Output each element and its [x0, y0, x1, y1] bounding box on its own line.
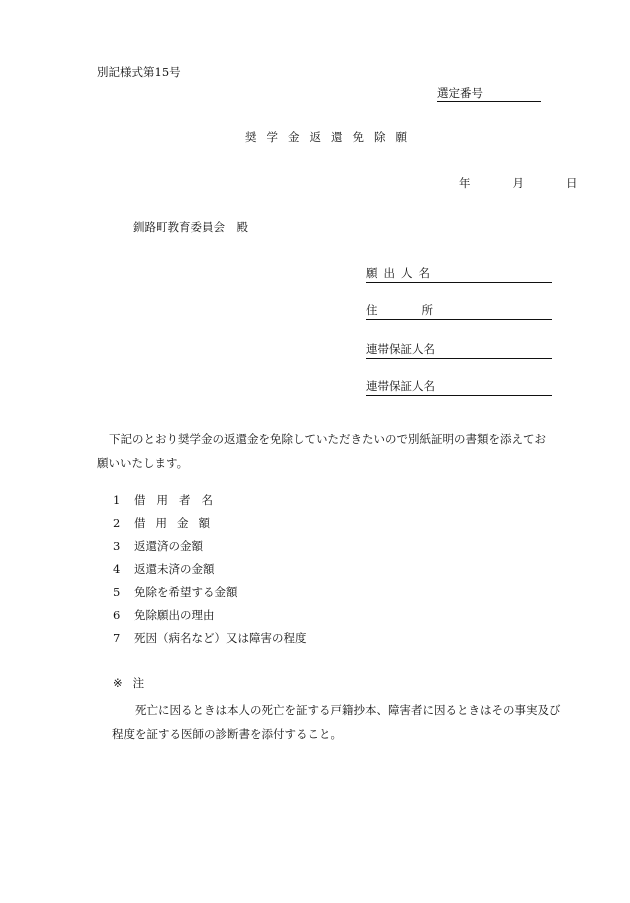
guarantor-name-field-1 [366, 344, 552, 359]
list-item [113, 610, 215, 622]
item-label: 返還未済の金額 [134, 562, 215, 576]
applicant-name-field [366, 268, 552, 283]
list-item [113, 518, 220, 530]
item-number: 7 [113, 631, 121, 645]
date-year: 年 [459, 176, 471, 190]
selection-number-field [437, 88, 541, 102]
date-month: 月 [512, 176, 524, 190]
note-text: 死亡に因るときは本人の死亡を証する戸籍抄本、障害者に因るときはその事実及び程度を証する医師の診断書を添付すること。 [112, 703, 561, 741]
list-item [113, 564, 215, 576]
item-label: 免除願出の理由 [134, 608, 215, 622]
item-label: 借用者名 [134, 493, 224, 507]
selection-number-label: 選定番号 [437, 86, 483, 100]
item-label: 死因（病名など）又は障害の程度 [134, 631, 307, 645]
item-number: 3 [113, 539, 121, 553]
list-item [113, 587, 238, 599]
addressee: 釧路町教育委員会 殿 [133, 220, 248, 234]
item-number: 4 [113, 562, 121, 576]
request-paragraph: 下記のとおり奨学金の返還金を免除していただきたいので別紙証明の書類を添えてお願いいたします。 [97, 432, 546, 470]
date-day: 日 [566, 176, 578, 190]
address-label-part-1: 住 [366, 303, 378, 317]
form-number: 別記様式第15号 [97, 65, 181, 79]
item-label: 借用金額 [134, 516, 220, 530]
note-heading-label: 注 [132, 676, 145, 690]
item-label: 返還済の金額 [134, 539, 203, 553]
note-heading [113, 678, 144, 690]
item-number: 1 [113, 493, 121, 507]
item-number: 2 [113, 516, 121, 530]
note-mark: ※ [113, 676, 123, 690]
item-number: 6 [113, 608, 121, 622]
guarantor-name-label-2: 連帯保証人名 [366, 379, 435, 393]
address-label-part-2: 所 [421, 303, 433, 317]
applicant-name-label: 願出人名 [366, 266, 436, 280]
date-line [459, 178, 578, 190]
list-item [113, 633, 307, 645]
guarantor-name-label-1: 連帯保証人名 [366, 342, 435, 356]
guarantor-name-field-2 [366, 381, 552, 396]
item-number: 5 [113, 585, 121, 599]
list-item [113, 495, 224, 507]
list-item [113, 541, 203, 553]
document-title: 奨学金返還免除願 [245, 130, 417, 144]
item-label: 免除を希望する金額 [134, 585, 238, 599]
address-field [366, 305, 552, 320]
